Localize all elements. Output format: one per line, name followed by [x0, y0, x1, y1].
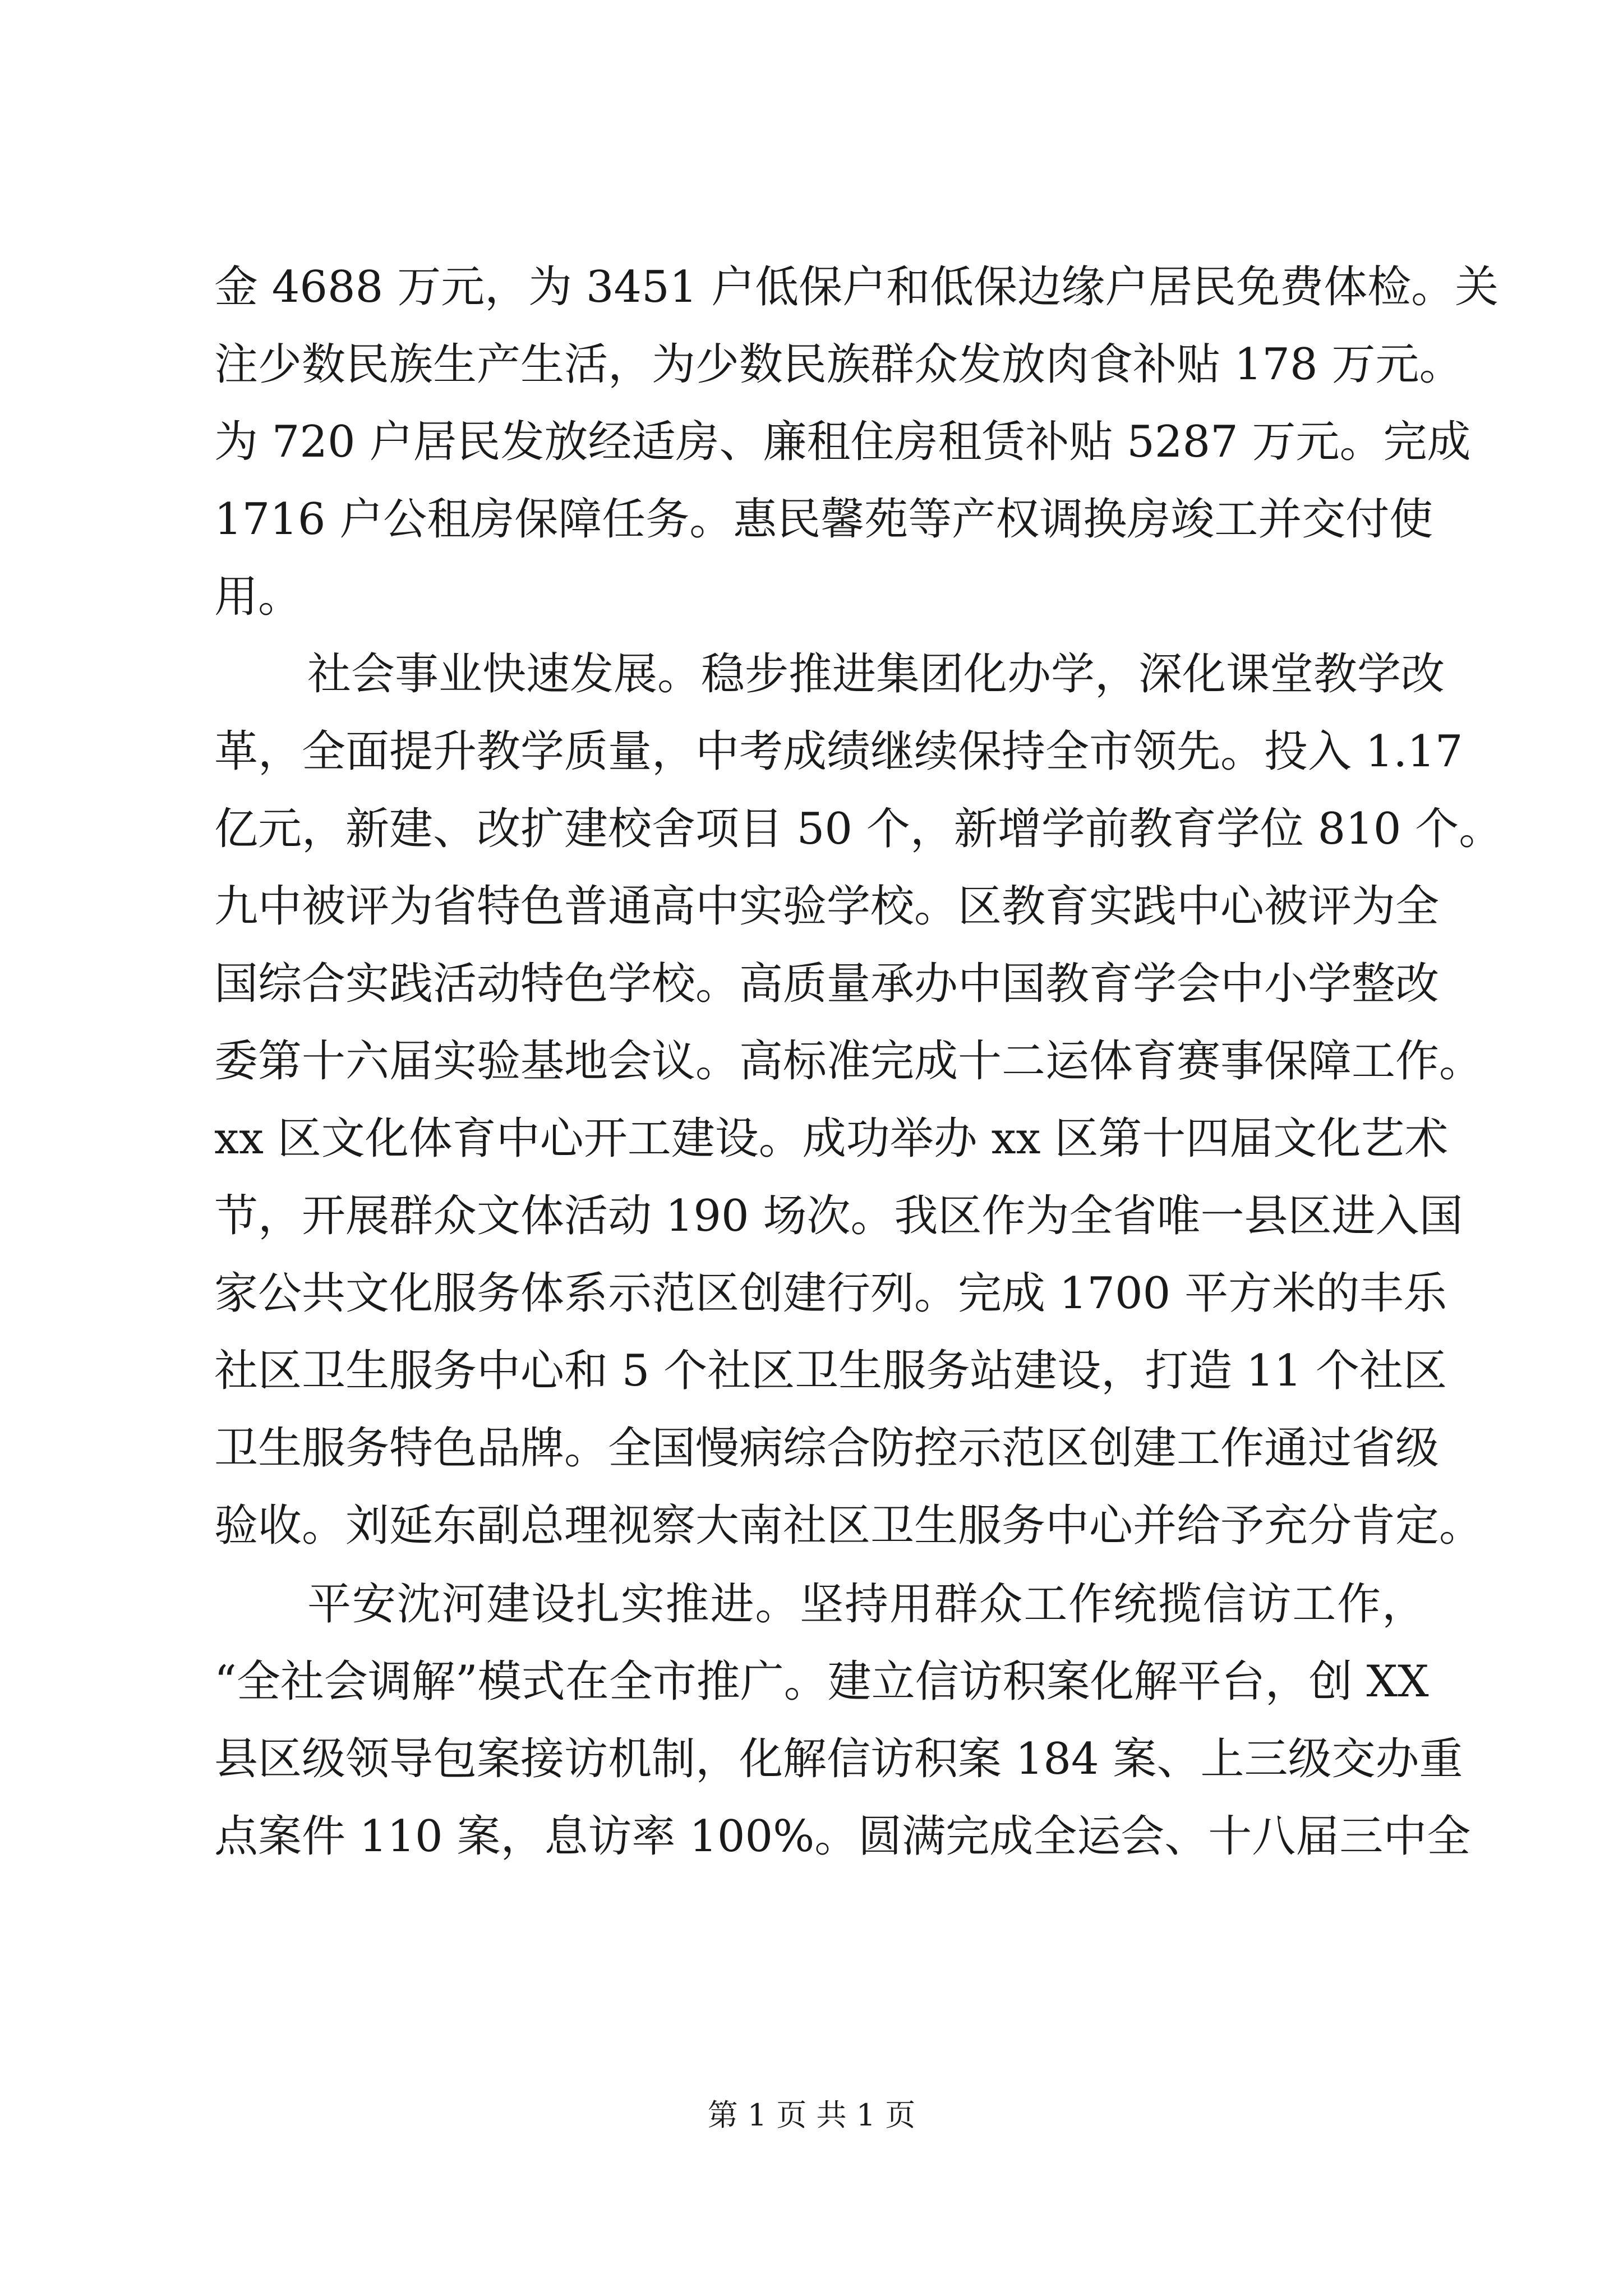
text-line: “全社会调解”模式在全市推广。建立信访积案化解平台，创 XX — [214, 1657, 1429, 1707]
text-line: 金 4688 万元，为 3451 户低保户和低保边缘户居民免费体检。关 — [214, 262, 1499, 312]
text-line: 国综合实践活动特色学校。高质量承办中国教育学会中小学整改 — [214, 959, 1440, 1009]
text-line: 节，开展群众文体活动 190 场次。我区作为全省唯一县区进入国 — [214, 1191, 1463, 1241]
text-line: 注少数民族生产生活，为少数民族群众发放肉食补贴 178 万元。 — [214, 339, 1463, 390]
text-line: 社区卫生服务中心和 5 个社区卫生服务站建设，打造 11 个社区 — [214, 1346, 1447, 1396]
page-number-footer: 第 1 页 共 1 页 — [707, 2097, 916, 2133]
text-line: 县区级领导包案接访机制，化解信访积案 184 案、上三级交办重 — [214, 1734, 1463, 1784]
text-line: 用。 — [214, 572, 302, 622]
text-line: 点案件 110 案，息访率 100%。圆满完成全运会、十八届三中全 — [214, 1811, 1471, 1862]
paragraph-start-line: 平安沈河建设扎实推进。坚持用群众工作统揽信访工作， — [307, 1579, 1426, 1630]
text-line: 卫生服务特色品牌。全国慢病综合防控示范区创建工作通过省级 — [214, 1423, 1440, 1474]
text-line: 革，全面提升教学质量，中考成绩继续保持全市领先。投入 1.17 — [214, 726, 1463, 777]
text-line: xx 区文化体育中心开工建设。成功举办 xx 区第十四届文化艺术 — [214, 1114, 1449, 1164]
text-line: 亿元，新建、改扩建校舍项目 50 个，新增学前教育学位 810 个。 — [214, 804, 1503, 854]
text-line: 为 720 户居民发放经适房、廉租住房租赁补贴 5287 万元。完成 — [214, 417, 1471, 467]
text-line: 验收。刘延东副总理视察大南社区卫生服务中心并给予充分肯定。 — [214, 1501, 1483, 1551]
text-line: 委第十六届实验基地会议。高标准完成十二运体育赛事保障工作。 — [214, 1036, 1483, 1087]
text-line: 1716 户公租房保障任务。惠民馨苑等产权调换房竣工并交付使 — [214, 494, 1433, 545]
text-line: 家公共文化服务体系示范区创建行列。完成 1700 平方米的丰乐 — [214, 1268, 1447, 1319]
paragraph-start-line: 社会事业快速发展。稳步推进集团化办学，深化课堂教学改 — [307, 649, 1445, 700]
text-line: 九中被评为省特色普通高中实验学校。区教育实践中心被评为全 — [214, 881, 1440, 932]
